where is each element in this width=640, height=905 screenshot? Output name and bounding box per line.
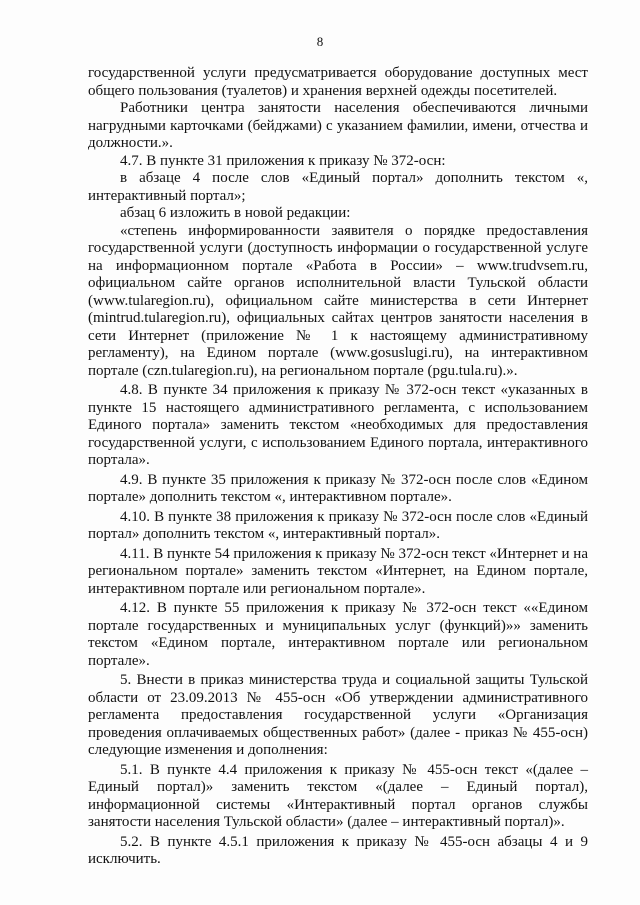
paragraph: в абзаце 4 после слов «Единый портал» дополнить текстом «, интерактивный портал»; — [88, 170, 588, 204]
paragraph: Работники центра занятости населения обеспечиваются личными нагрудными карточками (бейджами) с указанием фамилии, имени, отчества и должности.». — [88, 100, 588, 151]
paragraph: 4.7. В пункте 31 приложения к приказу № 372-осн: — [120, 152, 446, 169]
paragraph: 4.12. В пункте 55 приложения к приказу № 372-осн текст ««Едином портале государственных и муниципальных услуг (функций)»» заменить текстом «Едином портале, интерактивном портале или региональном портале». — [88, 600, 588, 669]
paragraph: государственной услуги предусматривается оборудование доступных мест общего пользования (туалетов) и хранения верхней одежды посетителей. — [88, 65, 588, 99]
paragraph: «степень информированности заявителя о порядке предоставления государственной услуги (доступность информации о государственной услуге на информационном портале «Работа в России» – www.trudvsem.ru, официальном сайте органов исполнительной власти Тульской области (www.tularegion.ru), официальном сайте министерства в сети Интернет (mintrud.tularegion.ru), официальных сайтах центров занятости населения в сети Интернет (приложение № 1 к настоящему административному регламенту), на Едином портале (www.gosuslugi.ru), на интерактивном портале (czn.tularegion.ru), на региональном портале (pgu.tula.ru).». — [88, 222, 588, 379]
paragraph: 5.2. В пункте 4.5.1 приложения к приказу № 455-осн абзацы 4 и 9 исключить. — [88, 833, 588, 867]
document-body — [88, 65, 588, 869]
paragraph: 4.11. В пункте 54 приложения к приказу № 372-осн текст «Интернет и на региональном портале» заменить текстом «Интернет, на Едином портале, интерактивном портале или региональном портале». — [88, 545, 588, 597]
paragraph: 4.8. В пункте 34 приложения к приказу № 372-осн текст «указанных в пункте 15 настоящего административного регламента, с использованием Единого портала» заменить текстом «необходимых для предоставления государственной услуги, с использованием Единого портала, интерактивного портала». — [88, 382, 588, 468]
page-number: 8 — [316, 34, 324, 49]
paragraph: 4.10. В пункте 38 приложения к приказу № 372-осн после слов «Единый портал» дополнить текстом «, интерактивный портал». — [88, 508, 588, 542]
paragraph: 5. Внести в приказ министерства труда и социальной защиты Тульской области от 23.09.2013 № 455-осн «Об утверждении административного регламента предоставления государственной услуги «Организация проведения оплачиваемых общественных работ» (далее - приказ № 455-осн) следующие изменения и дополнения: — [88, 672, 588, 758]
paragraph: абзац 6 изложить в новой редакции: — [120, 205, 351, 221]
paragraph: 4.9. В пункте 35 приложения к приказу № 372-осн после слов «Едином портале» дополнить текстом «, интерактивном портале». — [88, 471, 588, 505]
paragraph: 5.1. В пункте 4.4 приложения к приказу № 455-осн текст «(далее – Единый портал)» заменить текстом «(далее – Единый портал), информационной системы «Интерактивный портал органов службы занятости населения Тульской области» (далее – интерактивный портал)». — [88, 761, 588, 830]
